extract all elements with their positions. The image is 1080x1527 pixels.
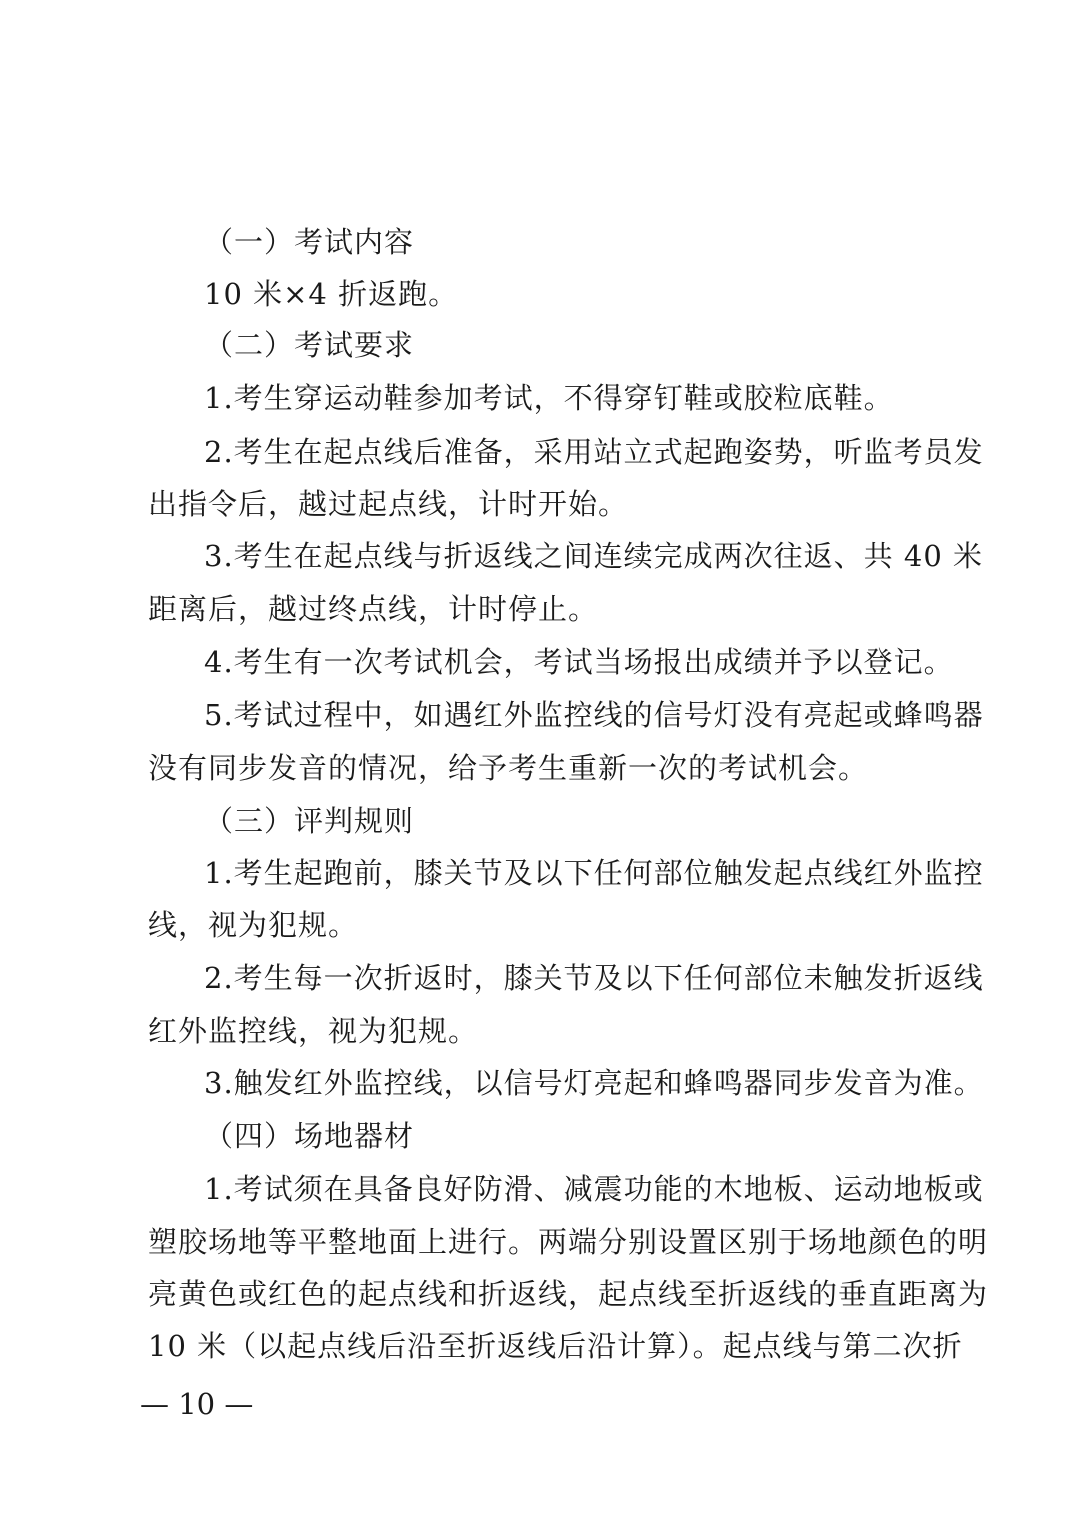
requirement-item-5-line-1: 5.考试过程中，如遇红外监控线的信号灯没有亮起或蜂鸣器	[204, 698, 984, 732]
section-heading-requirements: （二）考试要求	[204, 328, 415, 362]
requirement-item-1-line-1: 1.考生穿运动鞋参加考试，不得穿钉鞋或胶粒底鞋。	[204, 381, 894, 415]
rule-item-2-line-2: 红外监控线，视为犯规。	[148, 1014, 479, 1048]
venue-item-1-line-2: 塑胶场地等平整地面上进行。两端分别设置区别于场地颜色的明	[148, 1225, 989, 1259]
page-number: — 10 —	[140, 1387, 254, 1421]
venue-item-1-line-1: 1.考试须在具备良好防滑、减震功能的木地板、运动地板或	[204, 1172, 984, 1206]
section-heading-judging-rules: （三）评判规则	[204, 804, 415, 838]
requirement-item-3-line-2: 距离后，越过终点线，计时停止。	[148, 592, 599, 626]
venue-item-1-line-4: 10 米（以起点线后沿至折返线后沿计算）。起点线与第二次折	[148, 1329, 963, 1363]
rule-item-3-line-1: 3.触发红外监控线，以信号灯亮起和蜂鸣器同步发音为准。	[204, 1066, 984, 1100]
section-heading-venue-equipment: （四）场地器材	[204, 1119, 415, 1153]
requirement-item-5-line-2: 没有同步发音的情况，给予考生重新一次的考试机会。	[148, 751, 869, 785]
requirement-item-2-line-2: 出指令后，越过起点线，计时开始。	[148, 487, 629, 521]
rule-item-1-line-1: 1.考生起跑前，膝关节及以下任何部位触发起点线红外监控	[204, 856, 984, 890]
section-content-text: 10 米×4 折返跑。	[204, 277, 459, 311]
rule-item-1-line-2: 线，视为犯规。	[148, 908, 359, 942]
requirement-item-4-line-1: 4.考生有一次考试机会，考试当场报出成绩并予以登记。	[204, 645, 954, 679]
rule-item-2-line-1: 2.考生每一次折返时，膝关节及以下任何部位未触发折返线	[204, 961, 984, 995]
section-heading-content: （一）考试内容	[204, 225, 415, 259]
venue-item-1-line-3: 亮黄色或红色的起点线和折返线，起点线至折返线的垂直距离为	[148, 1277, 989, 1311]
requirement-item-2-line-1: 2.考生在起点线后准备，采用站立式起跑姿势，听监考员发	[204, 435, 984, 469]
requirement-item-3-line-1: 3.考生在起点线与折返线之间连续完成两次往返、共 40 米	[204, 539, 984, 573]
